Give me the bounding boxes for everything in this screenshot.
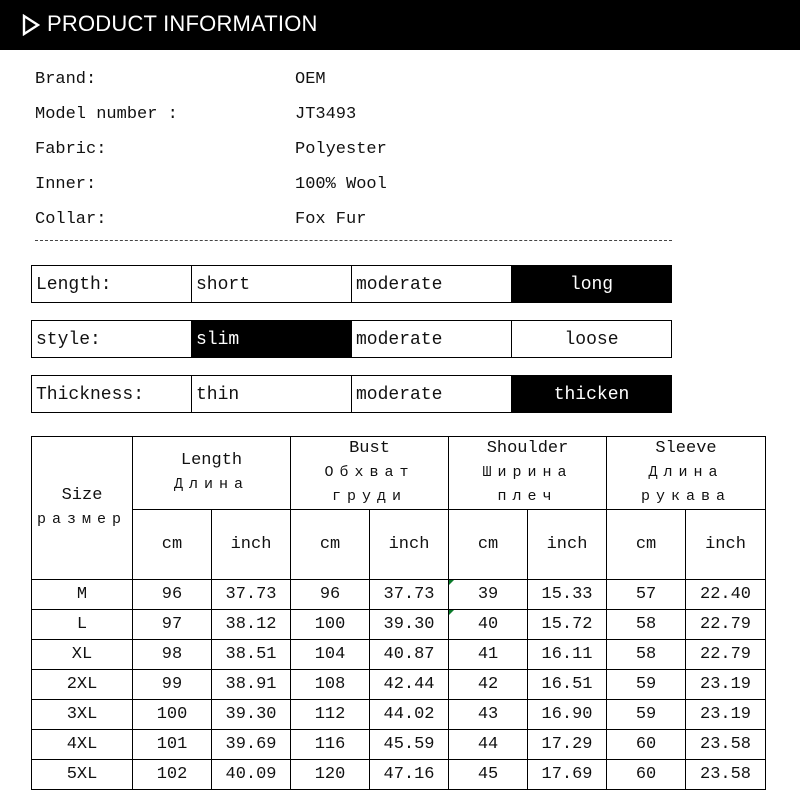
- length-option-short: short: [192, 266, 352, 302]
- info-value: OEM: [295, 70, 326, 89]
- info-label: Brand:: [35, 70, 97, 89]
- length-selector: [31, 265, 672, 303]
- style-option-loose: loose: [564, 330, 619, 350]
- size-cell: 3XL: [32, 700, 133, 730]
- shoulder-inch-cell: 15.33: [528, 580, 607, 610]
- page-title: PRODUCT INFORMATION: [47, 11, 318, 36]
- group-header-ru: Ширина плеч: [482, 464, 573, 505]
- sleeve-inch-cell: 22.40: [686, 580, 766, 610]
- size-cell: M: [32, 580, 133, 610]
- unit-header-inch: inch: [528, 510, 607, 580]
- sleeve-inch-cell: 23.58: [686, 730, 766, 760]
- length-label: Length:: [32, 266, 192, 302]
- table-row: [32, 610, 766, 640]
- shoulder-inch-cell: 16.51: [528, 670, 607, 700]
- bust-inch-cell: 39.30: [370, 610, 449, 640]
- thickness-option-moderate: moderate: [352, 376, 512, 412]
- info-label: Collar:: [35, 210, 107, 229]
- group-header-sleeve: [607, 437, 766, 510]
- bust-inch-cell: 45.59: [370, 730, 449, 760]
- thickness-label: Thickness:: [32, 376, 192, 412]
- shoulder-cm-cell: 44: [449, 730, 528, 760]
- bust-cm-cell: 112: [291, 700, 370, 730]
- sleeve-cm-cell: 59: [607, 700, 686, 730]
- sleeve-inch-cell: 22.79: [686, 610, 766, 640]
- group-header-bust: [291, 437, 449, 510]
- thickness-selector: [31, 375, 672, 413]
- group-header-en: Sleeve: [655, 439, 717, 458]
- info-label: Fabric:: [35, 140, 107, 159]
- length-cm-cell: 100: [133, 700, 212, 730]
- length-inch-cell: 39.69: [212, 730, 291, 760]
- table-row: [32, 730, 766, 760]
- bust-inch-cell: 47.16: [370, 760, 449, 790]
- sleeve-cm-cell: 60: [607, 730, 686, 760]
- bust-cm-cell: 108: [291, 670, 370, 700]
- bust-cm-cell: 100: [291, 610, 370, 640]
- shoulder-cm-cell: 42: [449, 670, 528, 700]
- style-option-slim: slim: [192, 321, 352, 357]
- sleeve-inch-cell: 23.19: [686, 670, 766, 700]
- info-value: Fox Fur: [295, 210, 367, 229]
- bust-cm-cell: 116: [291, 730, 370, 760]
- length-inch-cell: 39.30: [212, 700, 291, 730]
- size-table-body: [32, 580, 766, 790]
- style-option-moderate: moderate: [352, 321, 512, 357]
- shoulder-inch-cell: 17.69: [528, 760, 607, 790]
- sleeve-cm-cell: 58: [607, 640, 686, 670]
- sleeve-inch-cell: 23.19: [686, 700, 766, 730]
- shoulder-cm-cell: 41: [449, 640, 528, 670]
- unit-header-inch: inch: [212, 510, 291, 580]
- length-cm-cell: 99: [133, 670, 212, 700]
- group-header-ru: Длина: [174, 476, 250, 493]
- table-row: [32, 760, 766, 790]
- unit-header-inch: inch: [686, 510, 766, 580]
- length-inch-cell: 38.12: [212, 610, 291, 640]
- bust-inch-cell: 40.87: [370, 640, 449, 670]
- length-inch-cell: 38.91: [212, 670, 291, 700]
- shoulder-inch-cell: 17.29: [528, 730, 607, 760]
- group-header-ru: Обхват груди: [324, 464, 415, 505]
- shoulder-inch-cell: 15.72: [528, 610, 607, 640]
- unit-header-cm: cm: [449, 510, 528, 580]
- size-cell: 4XL: [32, 730, 133, 760]
- shoulder-cm-cell: 40: [449, 610, 528, 640]
- sleeve-cm-cell: 59: [607, 670, 686, 700]
- thickness-option-thicken: thicken: [512, 376, 671, 412]
- shoulder-cm-cell: 39: [449, 580, 528, 610]
- bust-cm-cell: 96: [291, 580, 370, 610]
- table-row: [32, 640, 766, 670]
- length-cm-cell: 97: [133, 610, 212, 640]
- size-header-ru: размер: [36, 511, 127, 528]
- size-cell: XL: [32, 640, 133, 670]
- length-option-long: long: [512, 266, 671, 302]
- shoulder-cm-cell: 43: [449, 700, 528, 730]
- sleeve-cm-cell: 60: [607, 760, 686, 790]
- table-row: [32, 580, 766, 610]
- size-cell: 5XL: [32, 760, 133, 790]
- group-header-en: Bust: [349, 439, 390, 458]
- group-header-length: [133, 437, 291, 510]
- length-cm-cell: 98: [133, 640, 212, 670]
- shoulder-inch-cell: 16.90: [528, 700, 607, 730]
- size-cell: 2XL: [32, 670, 133, 700]
- group-header-en: Shoulder: [486, 439, 569, 458]
- group-header-ru: Длина рукава: [641, 464, 732, 505]
- sleeve-cm-cell: 58: [607, 610, 686, 640]
- sleeve-inch-cell: 22.79: [686, 640, 766, 670]
- sleeve-cm-cell: 57: [607, 580, 686, 610]
- length-cm-cell: 96: [133, 580, 212, 610]
- unit-header-cm: cm: [291, 510, 370, 580]
- bust-inch-cell: 42.44: [370, 670, 449, 700]
- unit-header-cm: cm: [607, 510, 686, 580]
- info-value: Polyester: [295, 140, 387, 159]
- shoulder-inch-cell: 16.11: [528, 640, 607, 670]
- size-header-en: Size: [61, 486, 103, 505]
- info-label: Model number :: [35, 105, 178, 124]
- info-value: 100% Wool: [295, 175, 387, 194]
- length-cm-cell: 101: [133, 730, 212, 760]
- bust-inch-cell: 44.02: [370, 700, 449, 730]
- size-header: [32, 437, 133, 580]
- length-inch-cell: 37.73: [212, 580, 291, 610]
- length-option-moderate: moderate: [352, 266, 512, 302]
- size-cell: L: [32, 610, 133, 640]
- shoulder-cm-cell: 45: [449, 760, 528, 790]
- length-cm-cell: 102: [133, 760, 212, 790]
- header-bar: [0, 0, 800, 50]
- bust-inch-cell: 37.73: [370, 580, 449, 610]
- table-row: [32, 670, 766, 700]
- size-chart-table: [31, 436, 766, 790]
- group-header-shoulder: [449, 437, 607, 510]
- info-value: JT3493: [295, 105, 357, 124]
- unit-header-inch: inch: [370, 510, 449, 580]
- sleeve-inch-cell: 23.58: [686, 760, 766, 790]
- table-row: [32, 700, 766, 730]
- unit-header-cm: cm: [133, 510, 212, 580]
- group-header-en: Length: [180, 451, 243, 470]
- play-triangle-icon: [22, 14, 40, 36]
- bust-cm-cell: 120: [291, 760, 370, 790]
- style-selector: [31, 320, 672, 358]
- dashed-divider: [35, 240, 672, 241]
- thickness-option-thin: thin: [192, 376, 352, 412]
- length-inch-cell: 38.51: [212, 640, 291, 670]
- info-label: Inner:: [35, 175, 97, 194]
- bust-cm-cell: 104: [291, 640, 370, 670]
- style-label: style:: [32, 321, 192, 357]
- length-inch-cell: 40.09: [212, 760, 291, 790]
